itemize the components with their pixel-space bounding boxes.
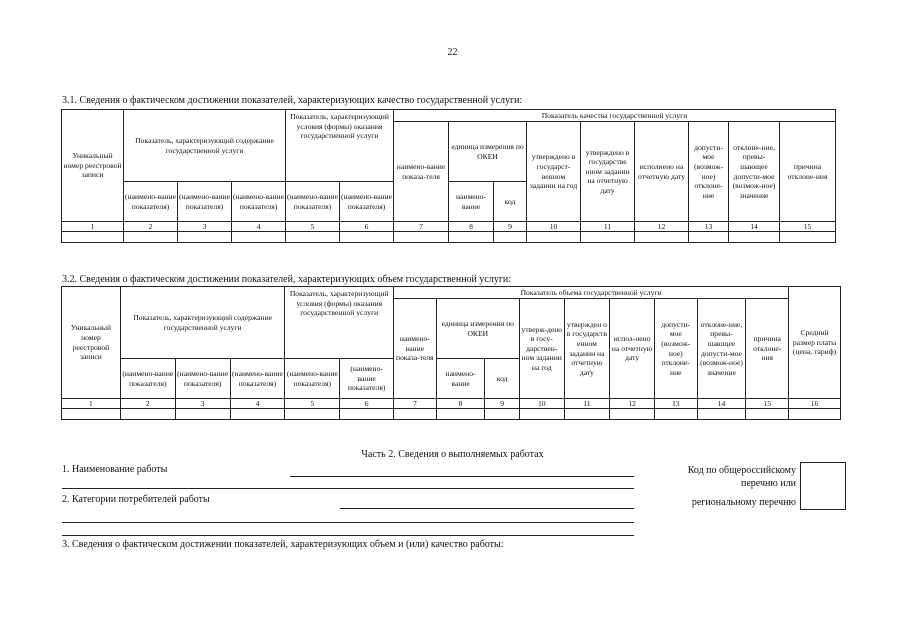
column-number: 15	[780, 222, 836, 232]
column-number: 3	[178, 222, 232, 232]
col-unit-name: наимено-вание	[449, 182, 494, 222]
col-allowed-deviation: допусти-мое (возмож-ное) отклоне-ние	[689, 122, 729, 222]
column-number: 7	[394, 399, 437, 409]
sub-indicator-name: (наимено-вание показателя)	[178, 182, 232, 222]
table-cell[interactable]	[729, 232, 780, 243]
table-cell[interactable]	[789, 409, 841, 420]
col-unique-record: Уникальный номер реестровой записи	[62, 287, 121, 399]
table-cell[interactable]	[436, 409, 485, 420]
column-number: 16	[789, 399, 841, 409]
table-cell[interactable]	[178, 232, 232, 243]
col-exceeding-deviation: отклоне-ние, превы-шающее допусти-мое (возмож-ное) значение	[729, 122, 780, 222]
sub-indicator-name: (наимено-вание показателя)	[340, 182, 394, 222]
col-unique-record: Уникальный номер реестровой записи	[62, 110, 124, 222]
column-number: 1	[62, 399, 121, 409]
column-number: 2	[120, 399, 175, 409]
table-cell[interactable]	[120, 409, 175, 420]
column-number: 4	[232, 222, 286, 232]
section-3-1-heading: 3.1. Сведения о фактическом достижении показателей, характеризующих качество государственной услуги:	[62, 95, 523, 106]
column-number: 2	[124, 222, 178, 232]
col-allowed-deviation: допусти-мое (возмож-ное) отклоне-ние	[654, 299, 697, 399]
consumers-line[interactable]	[340, 508, 634, 509]
column-number: 12	[610, 399, 655, 409]
table-cell[interactable]	[527, 232, 581, 243]
column-number: 15	[746, 399, 789, 409]
col-exceeding-deviation: отклоне-ние, превы-шающее допусти-мое (возмож-ное) значение	[697, 299, 746, 399]
column-number: 6	[340, 399, 394, 409]
table-cell[interactable]	[62, 232, 124, 243]
col-deviation-reason: причина отклоне-ния	[746, 299, 789, 399]
table-cell[interactable]	[449, 232, 494, 243]
col-service-conditions: Показатель, характеризующий условия (формы) оказания государственной услуги	[286, 110, 394, 182]
consumers-label: 2. Категории потребителей работы	[62, 494, 210, 505]
table-cell[interactable]	[394, 409, 437, 420]
col-approved-year: утверж-дено в госу-дарствен-ном задании на год	[519, 299, 564, 399]
work-name-line[interactable]	[290, 476, 634, 477]
column-number: 9	[485, 399, 520, 409]
table-cell[interactable]	[340, 232, 394, 243]
column-number: 6	[340, 222, 394, 232]
table-cell[interactable]	[285, 409, 340, 420]
col-unit-okei: единица измерения по ОКЕИ	[436, 299, 519, 359]
col-approved-date: утверждено в государстве нном задании на отчетную дату	[581, 122, 635, 222]
column-number: 12	[635, 222, 689, 232]
table-cell[interactable]	[689, 232, 729, 243]
table-cell[interactable]	[746, 409, 789, 420]
column-number: 14	[729, 222, 780, 232]
table-cell[interactable]	[610, 409, 655, 420]
code-label-line-1: Код по общероссийскому	[687, 465, 796, 476]
column-number: 9	[494, 222, 527, 232]
sub-indicator-name: (наимено-вание показателя)	[230, 359, 285, 399]
column-number: 10	[519, 399, 564, 409]
column-number: 5	[286, 222, 340, 232]
column-number: 10	[527, 222, 581, 232]
consumers-line-2[interactable]	[62, 522, 634, 523]
column-number: 14	[697, 399, 746, 409]
sub-indicator-name: (наимено-вание показателя)	[232, 182, 286, 222]
work-name-line-2[interactable]	[62, 488, 634, 489]
part-2-title: Часть 2. Сведения о выполняемых работах	[361, 449, 544, 460]
separator-line	[62, 535, 634, 536]
table-cell[interactable]	[62, 409, 121, 420]
table-cell[interactable]	[494, 232, 527, 243]
code-label-line-3: региональному перечню	[691, 497, 796, 508]
table-cell[interactable]	[697, 409, 746, 420]
table-cell[interactable]	[394, 232, 449, 243]
column-number: 13	[689, 222, 729, 232]
volume-indicators-table	[61, 286, 841, 420]
column-number: 11	[564, 399, 610, 409]
section-3-2-heading: 3.2. Сведения о фактическом достижении показателей, характеризующих объем государственной услуги:	[62, 274, 512, 285]
sub-indicator-name: (наимено-вание показателя)	[286, 182, 340, 222]
column-number: 4	[230, 399, 285, 409]
column-number: 13	[654, 399, 697, 409]
code-label	[688, 464, 796, 509]
column-number: 3	[175, 399, 230, 409]
table-cell[interactable]	[519, 409, 564, 420]
col-done: испол-нено на отчетную дату	[610, 299, 655, 399]
table-cell[interactable]	[635, 232, 689, 243]
table-cell[interactable]	[124, 232, 178, 243]
sub-indicator-name: (наимено-вание показателя)	[340, 359, 394, 399]
col-service-content: Показатель, характеризующий содержание государственной услуги	[124, 110, 286, 182]
table-cell[interactable]	[564, 409, 610, 420]
table-cell[interactable]	[340, 409, 394, 420]
work-name-label: 1. Наименование работы	[62, 464, 168, 475]
code-box[interactable]	[800, 462, 846, 510]
volume-group-title: Показатель объема государственной услуги	[394, 287, 789, 299]
column-number: 1	[62, 222, 124, 232]
col-average-price: Средний размер платы (цена, тариф)	[789, 287, 841, 399]
col-approved-year: утверждено в государст-венном задании на год	[527, 122, 581, 222]
section-3-work-heading: 3. Сведения о фактическом достижении показателей, характеризующих объем и (или) качество работы:	[62, 539, 504, 550]
sub-indicator-name: (наимено-вание показателя)	[285, 359, 340, 399]
sub-indicator-name: (наимено-вание показателя)	[120, 359, 175, 399]
code-label-line-2: перечню или	[740, 478, 796, 489]
column-number: 8	[449, 222, 494, 232]
table-cell[interactable]	[581, 232, 635, 243]
column-number: 7	[394, 222, 449, 232]
col-deviation-reason: причина отклоне-ния	[780, 122, 836, 222]
col-unit-name: наимено-вание	[436, 359, 485, 399]
column-number: 5	[285, 399, 340, 409]
col-service-conditions: Показатель, характеризующий условия (формы) оказания государственной услуги	[285, 287, 394, 359]
sub-indicator-name: (наимено-вание показателя)	[175, 359, 230, 399]
col-unit-code: код	[485, 359, 520, 399]
table-cell[interactable]	[230, 409, 285, 420]
quality-group-title: Показатель качества государственной услуги	[394, 110, 836, 122]
col-approved-date: утвержден о в государств енном задании на отчетную дату	[564, 299, 610, 399]
column-number: 8	[436, 399, 485, 409]
table-cell[interactable]	[780, 232, 836, 243]
table-cell[interactable]	[654, 409, 697, 420]
table-cell[interactable]	[175, 409, 230, 420]
column-number: 11	[581, 222, 635, 232]
col-indicator-name: наимено-вание показа-теля	[394, 299, 437, 399]
quality-indicators-table	[61, 109, 836, 243]
table-cell[interactable]	[232, 232, 286, 243]
table-cell[interactable]	[485, 409, 520, 420]
col-unit-okei: единица измерения по ОКЕИ	[449, 122, 527, 182]
table-cell[interactable]	[286, 232, 340, 243]
col-service-content: Показатель, характеризующий содержание государственной услуги	[120, 287, 285, 359]
col-unit-code: код	[494, 182, 527, 222]
page-number: 22	[447, 47, 458, 58]
col-done: исполнено на отчетную дату	[635, 122, 689, 222]
col-indicator-name: наимено-вание показа-теля	[394, 122, 449, 222]
sub-indicator-name: (наимено-вание показателя)	[124, 182, 178, 222]
